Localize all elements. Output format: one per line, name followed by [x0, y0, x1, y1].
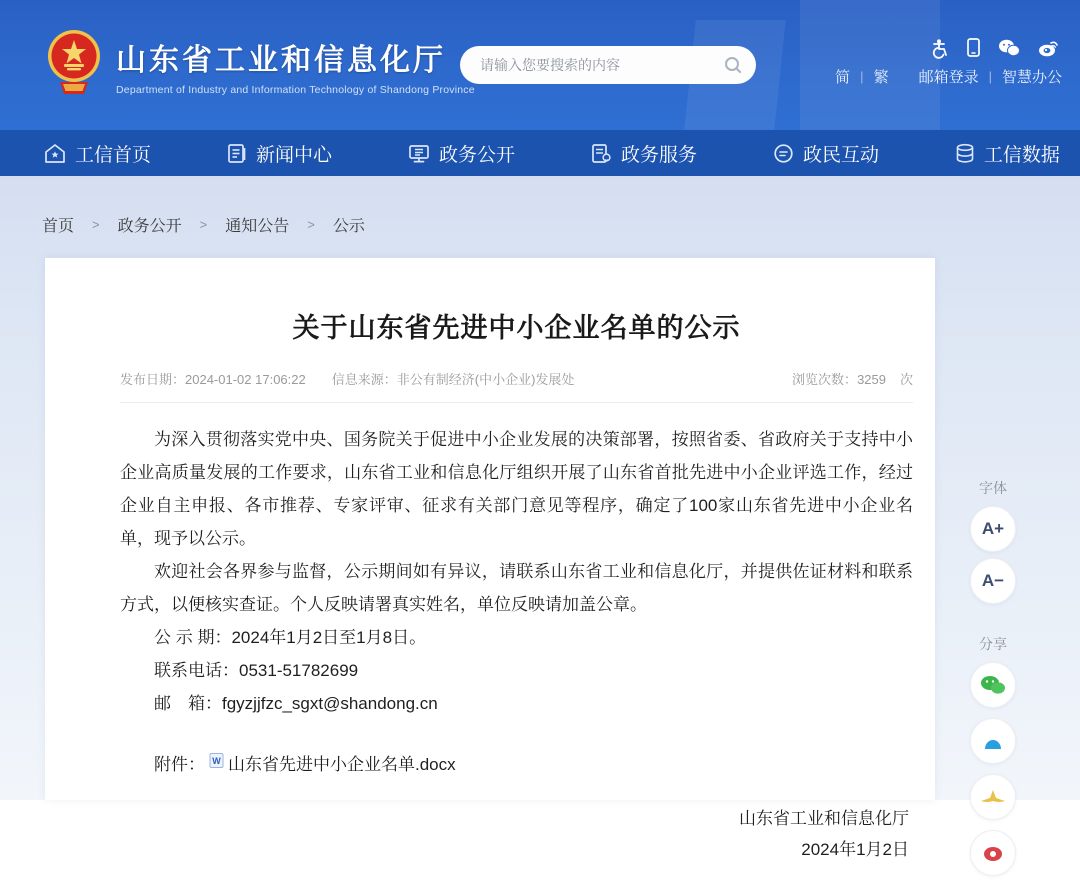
main-nav [0, 130, 1080, 176]
attachment-link[interactable]: 山东省先进中小企业名单.docx [228, 755, 456, 774]
nav-item-gov-service[interactable] [591, 140, 697, 167]
site-title: 山东省工业和信息化厅 [116, 43, 446, 77]
views-unit: 次 [899, 372, 913, 387]
contact-email-label: 邮 箱： [154, 694, 222, 713]
lang-traditional-link[interactable]: 繁 [873, 69, 889, 86]
contact-phone-value: 0531-51782699 [239, 661, 359, 680]
signature-date: 2024年1月2日 [801, 840, 909, 859]
article-card [45, 258, 935, 859]
divider: | [988, 69, 992, 84]
source-value: 非公有制经济(中小企业)发展处 [396, 372, 575, 387]
smart-office-link[interactable]: 智慧办公 [1001, 69, 1062, 86]
share-wechat-button[interactable] [970, 662, 1016, 708]
database-icon [955, 143, 975, 164]
breadcrumb-gov-open[interactable]: 政务公开 [117, 218, 182, 235]
signature-org: 山东省工业和信息化厅 [739, 809, 909, 828]
wechat-icon[interactable] [998, 39, 1020, 57]
font-increase-button[interactable]: A+ [970, 506, 1016, 552]
attachment-row [120, 748, 913, 781]
breadcrumb-home[interactable]: 首页 [42, 218, 75, 235]
divider: | [860, 69, 864, 84]
nav-item-label: 政务服务 [620, 144, 697, 166]
share-weibo-button[interactable] [970, 830, 1016, 876]
source-label: 信息来源： [331, 372, 397, 387]
nav-item-home[interactable] [44, 140, 151, 167]
article-body [120, 423, 913, 865]
breadcrumb [42, 213, 365, 236]
header-quick-links [835, 66, 1062, 87]
paragraph: 为深入贯彻落实党中央、国务院关于促进中小企业发展的决策部署，按照省委、省政府关于支持中小企业高质量发展的工作要求，山东省工业和信息化厅组织开展了山东省首批先进中小企业评选工作，经过企业自主申报、各市推荐、专家评审、征求有关部门意见等程序，确定了100家山东省先进中小企业名单，现予以公示。 [120, 430, 913, 548]
publicity-period-label: 公 示 期： [154, 628, 232, 647]
word-doc-icon [209, 753, 224, 768]
side-tools [965, 472, 1021, 880]
interact-icon [773, 143, 794, 164]
breadcrumb-current: 公示 [332, 218, 365, 235]
publicity-period-row [120, 621, 913, 654]
contact-phone-row [120, 654, 913, 687]
share-toutiao-button[interactable] [970, 774, 1016, 820]
breadcrumb-separator: > [92, 217, 100, 232]
site-subtitle: Department of Industry and Information Technology of Shandong Province [116, 83, 475, 96]
qq-share-icon [981, 731, 1005, 751]
share-label: 分享 [979, 636, 1007, 652]
nav-item-news[interactable] [227, 140, 332, 167]
weibo-icon[interactable] [1038, 39, 1058, 57]
publish-date-value: 2024-01-02 17:06:22 [185, 372, 306, 387]
bird-share-icon [979, 788, 1007, 806]
paragraph: 欢迎社会各界参与监督，公示期间如有异议，请联系山东省工业和信息化厅，并提供佐证材料和联系方式，以便核实查证。个人反映请署真实姓名，单位反映请加盖公章。 [120, 562, 913, 614]
contact-phone-label: 联系电话： [154, 661, 239, 680]
svg-text:W: W [212, 756, 221, 766]
wechat-share-icon [980, 675, 1006, 695]
publish-date-label: 发布日期： [120, 372, 186, 387]
accessibility-icon[interactable] [929, 39, 949, 57]
contact-email-row [120, 687, 913, 720]
nav-item-gov-open[interactable] [408, 140, 515, 167]
search-input[interactable] [480, 57, 724, 73]
lang-simplified-link[interactable]: 简 [835, 69, 851, 86]
search-box[interactable] [460, 46, 756, 84]
monitor-icon [408, 143, 430, 164]
views-count: 3259 [857, 372, 886, 387]
nav-item-data[interactable] [955, 140, 1060, 167]
nav-item-interaction[interactable] [773, 140, 879, 167]
mail-login-link[interactable]: 邮箱登录 [918, 69, 979, 86]
national-emblem-logo [46, 28, 102, 102]
article-title: 关于山东省先进中小企业名单的公示 [292, 313, 741, 343]
breadcrumb-separator: > [199, 217, 208, 232]
news-icon [227, 143, 247, 164]
attachment-label: 附件： [154, 755, 205, 774]
mobile-icon[interactable] [967, 38, 980, 57]
font-decrease-button[interactable]: A− [970, 558, 1016, 604]
service-icon [591, 143, 612, 164]
publicity-period-value: 2024年1月2日至1月8日。 [231, 628, 427, 647]
share-qq-button[interactable] [970, 718, 1016, 764]
nav-item-label: 工信首页 [75, 144, 152, 166]
share-buttons [970, 662, 1016, 880]
article-meta [120, 369, 913, 403]
header-utility-icons [929, 38, 1058, 57]
header-watermark [800, 0, 940, 130]
views-label: 浏览次数： [792, 372, 858, 387]
nav-item-label: 政务公开 [438, 144, 515, 166]
weibo-share-icon [982, 844, 1004, 862]
nav-item-label: 工信数据 [983, 144, 1060, 166]
site-brand[interactable] [46, 28, 475, 102]
home-icon [44, 143, 66, 164]
nav-item-label: 新闻中心 [255, 144, 332, 166]
search-icon[interactable] [724, 56, 742, 74]
signature-block [120, 803, 913, 865]
site-header [0, 0, 1080, 130]
contact-email-value: fgyzjjfzc_sgxt@shandong.cn [222, 694, 438, 713]
breadcrumb-notices[interactable]: 通知公告 [225, 218, 290, 235]
breadcrumb-separator: > [307, 217, 315, 232]
font-size-label: 字体 [979, 480, 1007, 496]
nav-item-label: 政民互动 [802, 144, 879, 166]
